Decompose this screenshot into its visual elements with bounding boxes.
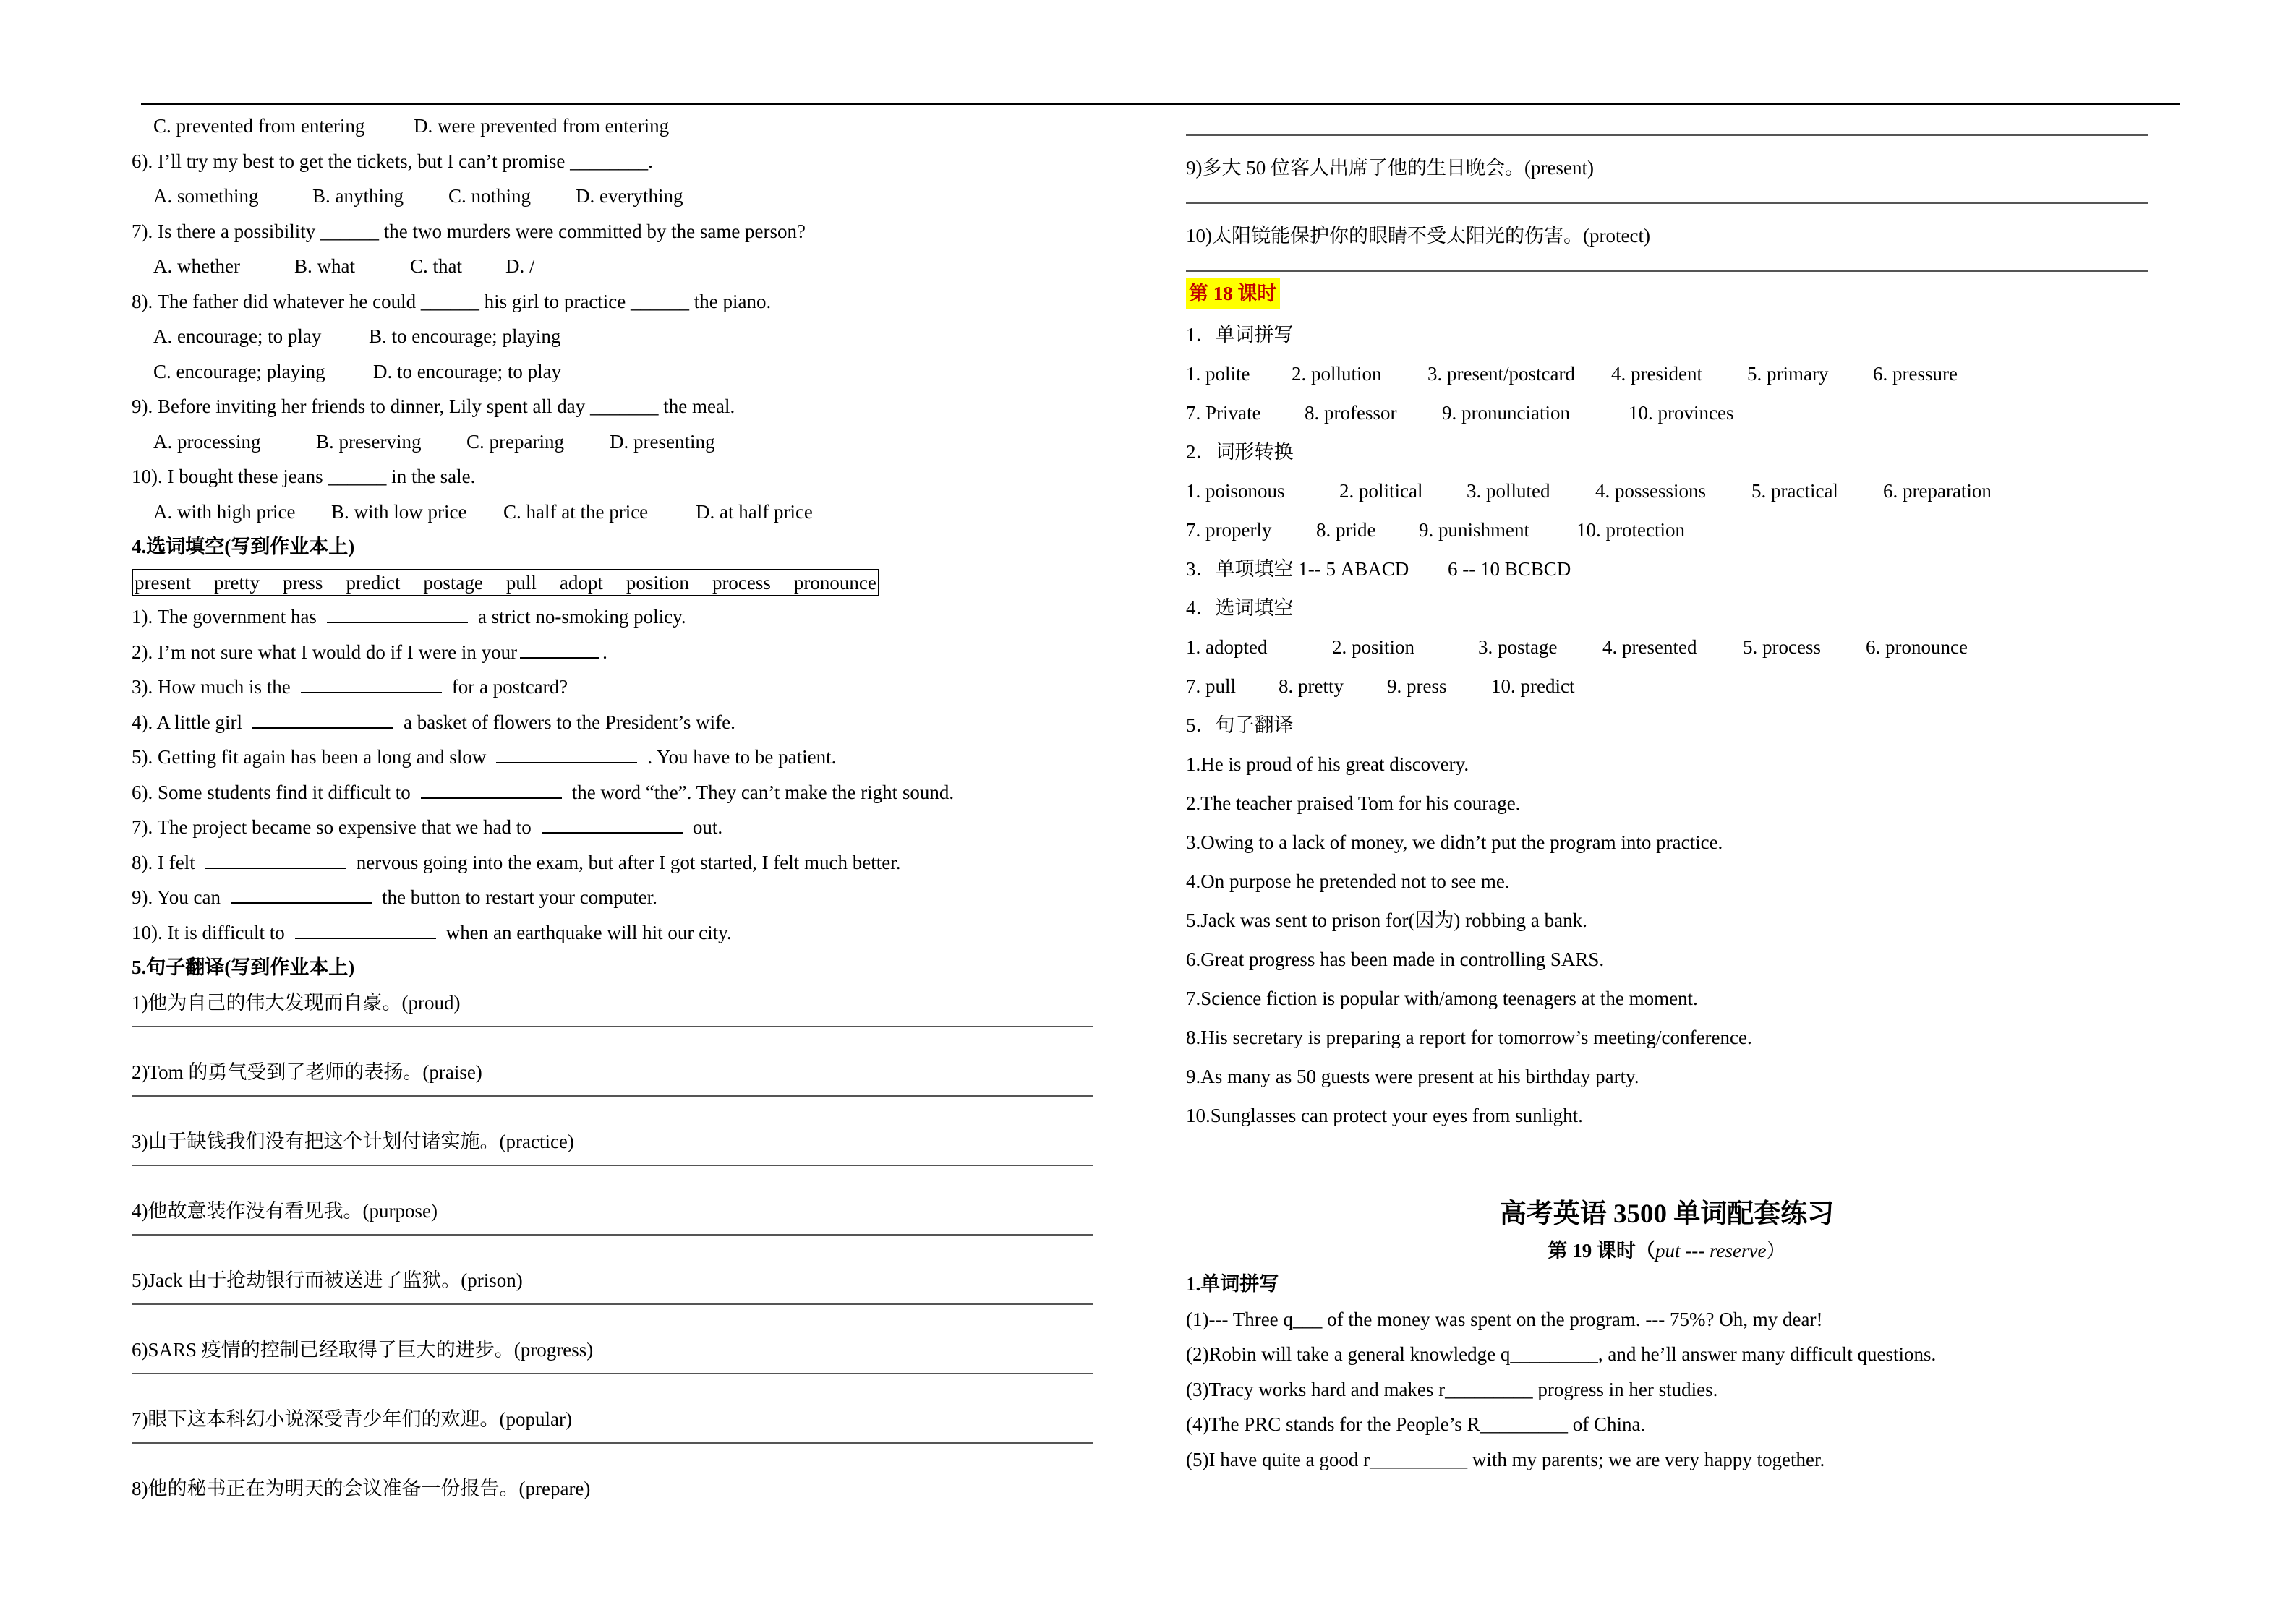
translation-item: 5)Jack 由于抢劫银行而被送进了监狱。(prison) bbox=[132, 1269, 523, 1291]
page-title: 高考英语 3500 单词配套练习 bbox=[1499, 1199, 1835, 1229]
answer-section-title: 5．句子翻译 bbox=[1186, 714, 1294, 736]
left-column bbox=[132, 108, 1101, 1506]
q10-options: A. with high price B. with low price C. half at the price D. at half price bbox=[153, 500, 813, 523]
answer-row: 1. poisonous 2. political 3. polluted 4. possessions 5. practical 6. preparation bbox=[1186, 480, 1992, 502]
spelling-item: (1)--- Three q___ of the money was spent on the program. --- 75%? Oh, my dear! bbox=[1186, 1308, 1823, 1330]
answer-line bbox=[132, 1026, 1093, 1027]
answer-sentence: 2.The teacher praised Tom for his courage. bbox=[1186, 792, 1521, 814]
q5-options: C. prevented from entering D. were prevented from entering bbox=[153, 115, 670, 137]
fill-item: 10). It is difficult to when an earthquake will hit our city. bbox=[132, 915, 1101, 951]
translation-item: 4)他故意装作没有看见我。(purpose) bbox=[132, 1199, 438, 1222]
spelling-item: (2)Robin will take a general knowledge q_________, and he’ll answer many difficult questions. bbox=[1186, 1343, 1937, 1365]
answer-sentence: 6.Great progress has been made in controlling SARS. bbox=[1186, 948, 1605, 970]
answer-line bbox=[132, 1373, 1093, 1374]
fill-item: 2). I’m not sure what I would do if I were in your . bbox=[132, 635, 1101, 670]
answer-row: 7. Private 8. professor 9. pronunciation 10. provinces bbox=[1186, 402, 1734, 424]
answer-sentence: 7.Science fiction is popular with/among teenagers at the moment. bbox=[1186, 988, 1698, 1009]
section1-title: 1.单词拼写 bbox=[1186, 1273, 1279, 1295]
answer-line bbox=[132, 1234, 1093, 1236]
answer-sentence: 4.On purpose he pretended not to see me. bbox=[1186, 870, 1510, 892]
translation-item: 7)眼下这本科幻小说深受青少年们的欢迎。(popular) bbox=[132, 1408, 572, 1430]
translation-item: 1)他为自己的伟大发现而自豪。(proud) bbox=[132, 991, 461, 1014]
answer-row: 1. adopted 2. position 3. postage 4. presented 5. process 6. pronounce bbox=[1186, 636, 1968, 658]
q8-stem: 8). The father did whatever he could ______ his girl to practice ______ the piano. bbox=[132, 290, 772, 312]
answer-sentence: 9.As many as 50 guests were present at his birthday party. bbox=[1186, 1066, 1639, 1087]
fill-item: 7). The project became so expensive that we had to out. bbox=[132, 810, 1101, 845]
q10-stem: 10). I bought these jeans ______ in the sale. bbox=[132, 466, 476, 487]
answer-line bbox=[132, 1442, 1093, 1444]
fill-item: 4). A little girl a basket of flowers to the President’s wife. bbox=[132, 705, 1101, 740]
translation-item: 8)他的秘书正在为明天的会议准备一份报告。(prepare) bbox=[132, 1477, 591, 1499]
q6-stem: 6). I’ll try my best to get the tickets, but I can’t promise ________. bbox=[132, 150, 653, 172]
answer-section-title: 4．选词填空 bbox=[1186, 597, 1294, 619]
q7-options: A. whether B. what C. that D. / bbox=[153, 255, 535, 277]
answer-sentence: 5.Jack was sent to prison for(因为) robbing a bank. bbox=[1186, 909, 1587, 931]
fill-item: 8). I felt nervous going into the exam, but after I got started, I felt much better. bbox=[132, 845, 1101, 881]
right-column bbox=[1186, 134, 2148, 1477]
answer-row: 1. polite 2. pollution 3. present/postcard 4. president 5. primary 6. pressure bbox=[1186, 363, 1958, 385]
section5-title: 5.句子翻译(写到作业本上) bbox=[132, 956, 355, 978]
word-box: present pretty press predict postage pull adopt position process pronounce bbox=[132, 569, 879, 596]
answer-line bbox=[1186, 134, 2148, 136]
translation-item: 6)SARS 疫情的控制已经取得了巨大的进步。(progress) bbox=[132, 1338, 594, 1361]
answer-sentence: 8.His secretary is preparing a report for tomorrow’s meeting/conference. bbox=[1186, 1027, 1752, 1048]
q9-options: A. processing B. preserving C. preparing D. presenting bbox=[153, 430, 715, 453]
translation-item: 3)由于缺钱我们没有把这个计划付诸实施。(practice) bbox=[132, 1130, 574, 1152]
answer-row: 7. properly 8. pride 9. punishment 10. protection bbox=[1186, 519, 1685, 541]
answer-section-title: 2．词形转换 bbox=[1186, 441, 1294, 463]
answer-line bbox=[132, 1095, 1093, 1097]
page-subtitle: 第 19 课时（put --- reserve） bbox=[1548, 1240, 1786, 1262]
answer-sentence: 1.He is proud of his great discovery. bbox=[1186, 753, 1469, 775]
q7-stem: 7). Is there a possibility ______ the two murders were committed by the same person? bbox=[132, 220, 806, 242]
translation-item: 2)Tom 的勇气受到了老师的表扬。(praise) bbox=[132, 1061, 482, 1083]
lesson-tag: 第 18 课时 bbox=[1186, 278, 1280, 309]
spelling-item: (5)I have quite a good r__________ with my parents; we are very happy together. bbox=[1186, 1448, 1825, 1470]
q9-stem: 9). Before inviting her friends to dinner, Lily spent all day _______ the meal. bbox=[132, 395, 735, 417]
spelling-item: (3)Tracy works hard and makes r_________ progress in her studies. bbox=[1186, 1378, 1718, 1400]
q8-options-row1: A. encourage; to play B. to encourage; playing bbox=[153, 325, 561, 347]
translation-item: 9)多大 50 位客人出席了他的生日晚会。(present) bbox=[1186, 157, 1594, 179]
translation-item: 10)太阳镜能保护你的眼睛不受太阳光的伤害。(protect) bbox=[1186, 225, 1650, 247]
fill-item: 6). Some students find it difficult to the word “the”. They can’t make the right sound. bbox=[132, 775, 1101, 810]
fill-item: 5). Getting fit again has been a long and slow . You have to be patient. bbox=[132, 740, 1101, 775]
answer-line bbox=[1186, 270, 2148, 272]
fill-item: 1). The government has a strict no-smoking policy. bbox=[132, 599, 1101, 635]
section4-title: 4.选词填空(写到作业本上) bbox=[132, 536, 355, 557]
q8-options-row2: C. encourage; playing D. to encourage; to play bbox=[153, 360, 562, 382]
fill-item: 3). How much is the for a postcard? bbox=[132, 669, 1101, 705]
answer-line bbox=[1186, 202, 2148, 204]
spelling-item: (4)The PRC stands for the People’s R_________ of China. bbox=[1186, 1413, 1646, 1435]
answer-section-title: 1．单词拼写 bbox=[1186, 324, 1294, 346]
answer-row: 3．单项填空 1-- 5 ABACD 6 -- 10 BCBCD bbox=[1186, 558, 1571, 580]
answer-line bbox=[132, 1303, 1093, 1305]
q6-options: A. something B. anything C. nothing D. everything bbox=[153, 185, 683, 207]
answer-sentence: 3.Owing to a lack of money, we didn’t put the program into practice. bbox=[1186, 831, 1723, 853]
answer-row: 7. pull 8. pretty 9. press 10. predict bbox=[1186, 675, 1575, 697]
top-rule bbox=[141, 103, 2180, 105]
answer-line bbox=[132, 1165, 1093, 1166]
fill-item: 9). You can the button to restart your computer. bbox=[132, 880, 1101, 915]
answer-sentence: 10.Sunglasses can protect your eyes from sunlight. bbox=[1186, 1105, 1583, 1126]
